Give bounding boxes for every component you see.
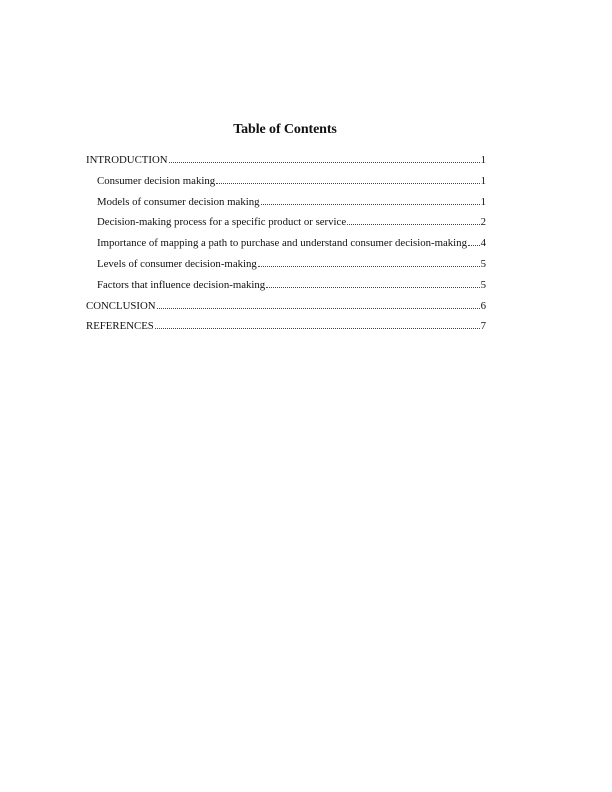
- toc-entry-introduction[interactable]: [86, 150, 486, 171]
- toc-entry-page: 5: [480, 257, 486, 270]
- toc-dot-leader: [261, 204, 480, 205]
- toc-entry-label: REFERENCES: [86, 320, 154, 333]
- toc-entry-label: Levels of consumer decision-making: [97, 257, 257, 270]
- toc-dot-leader: [155, 328, 480, 329]
- toc-entry-page: 6: [480, 299, 486, 312]
- toc-entry-levels[interactable]: [86, 254, 486, 275]
- toc-dot-leader: [169, 162, 480, 163]
- toc-dot-leader: [468, 245, 480, 246]
- toc-entry-models[interactable]: [86, 192, 486, 213]
- toc-entry-page: 1: [480, 154, 486, 166]
- toc-entry-page: 4: [480, 237, 486, 250]
- toc-entry-page: 7: [480, 320, 486, 333]
- toc-entry-decision-process[interactable]: [86, 212, 486, 233]
- toc-entry-importance-mapping[interactable]: [86, 233, 486, 254]
- toc-dot-leader: [157, 308, 480, 309]
- toc-entry-consumer-decision-making[interactable]: [86, 171, 486, 192]
- toc-entry-page: 1: [480, 174, 486, 187]
- toc-entry-label: Decision-making process for a specific product or service: [97, 216, 347, 229]
- toc-entry-conclusion[interactable]: [86, 296, 486, 317]
- toc-dot-leader: [347, 224, 479, 225]
- toc-entry-page: 2: [480, 216, 486, 229]
- toc-list: [86, 150, 486, 337]
- toc-entry-label: INTRODUCTION: [86, 154, 168, 166]
- toc-entry-label: Factors that influence decision-making: [97, 278, 266, 291]
- toc-entry-label: Models of consumer decision making: [97, 195, 260, 208]
- toc-dot-leader: [266, 287, 479, 288]
- toc-entry-label: Consumer decision making: [97, 174, 216, 187]
- toc-entry-references[interactable]: [86, 316, 486, 337]
- toc-entry-page: 1: [480, 195, 486, 208]
- toc-dot-leader: [258, 266, 480, 267]
- toc-entry-label: Importance of mapping a path to purchase and understand consumer decision-making: [97, 237, 467, 250]
- toc-entry-factors[interactable]: [86, 275, 486, 296]
- toc-entry-page: 5: [480, 278, 486, 291]
- toc-title: Table of Contents: [233, 122, 337, 137]
- toc-dot-leader: [216, 183, 479, 184]
- toc-entry-label: CONCLUSION: [86, 299, 156, 312]
